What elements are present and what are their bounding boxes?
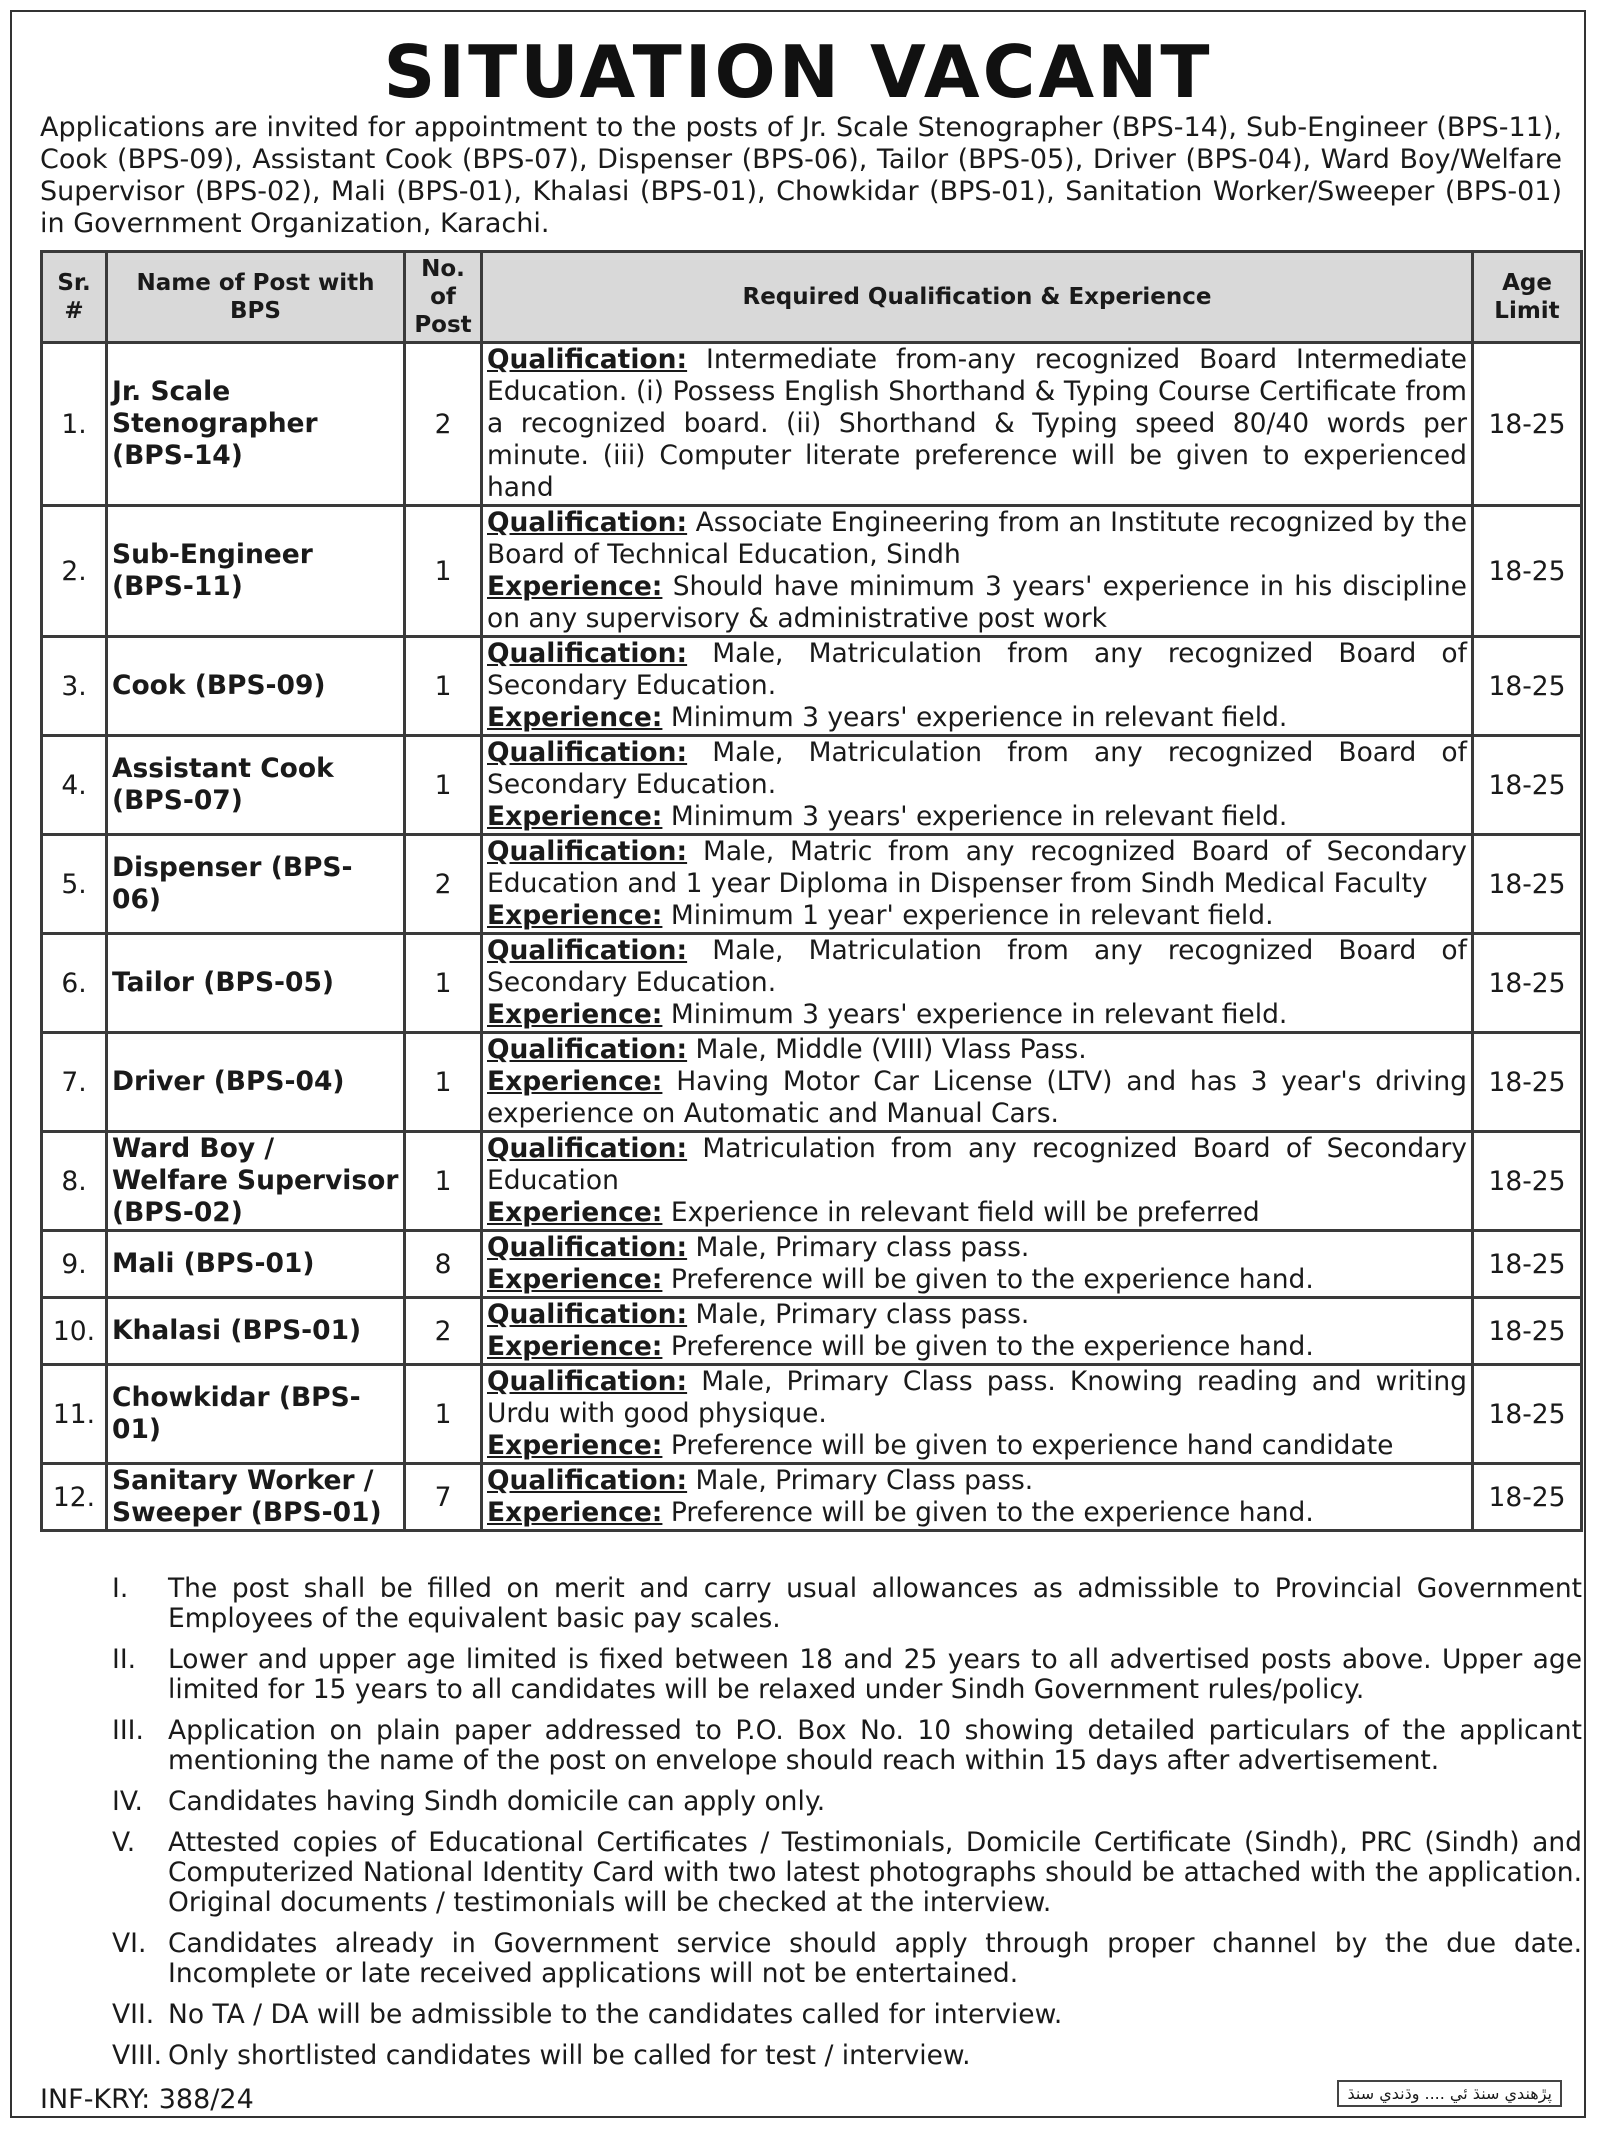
experience-label: Experience: <box>487 702 663 733</box>
page-title: SITUATION VACANT <box>383 30 1213 114</box>
header-age: Age Limit <box>1473 252 1582 343</box>
note-item <box>40 1787 1582 1817</box>
row-age-limit: 18-25 <box>1473 1464 1582 1531</box>
table-row <box>42 1298 1582 1365</box>
note-text: Attested copies of Educational Certificates / Testimonials, Domicile Certificate (Sindh), PRC (Sindh) and Computerized National Identity Card with two latest photographs should be attached with the application. Original documents / testimonials will be checked at the interview. <box>168 1827 1582 1918</box>
note-text: The post shall be filled on merit and carry usual allowances as admissible to Provincial Government Employees of the equivalent basic pay scales. <box>168 1573 1582 1634</box>
qualification-text: Male, Primary class pass. <box>695 1232 1030 1263</box>
table-row <box>42 1464 1582 1531</box>
row-post-count: 1 <box>405 934 482 1033</box>
row-requirements <box>482 506 1473 637</box>
row-age-limit: 18-25 <box>1473 506 1582 637</box>
row-post-name: Mali (BPS-01) <box>107 1231 405 1298</box>
qualification-label: Qualification: <box>487 507 688 538</box>
row-post-name: Tailor (BPS-05) <box>107 934 405 1033</box>
qualification-text: Male, Matriculation from any recognized Board of Secondary Education. <box>487 935 1467 998</box>
qualification-label: Qualification: <box>487 1299 688 1330</box>
row-sr: 2. <box>42 506 107 637</box>
experience-label: Experience: <box>487 1197 663 1228</box>
row-post-count: 8 <box>405 1231 482 1298</box>
qualification-text: Male, Primary Class pass. Knowing reading and writing Urdu with good physique. <box>487 1366 1467 1429</box>
row-age-limit: 18-25 <box>1473 934 1582 1033</box>
row-post-name: Jr. Scale Stenographer (BPS-14) <box>107 343 405 506</box>
qualification-text: Male, Matriculation from any recognized Board of Secondary Education. <box>487 638 1467 701</box>
row-post-count: 2 <box>405 1298 482 1365</box>
row-requirements <box>482 1464 1473 1531</box>
qualification-label: Qualification: <box>487 1465 688 1496</box>
row-post-name: Ward Boy / Welfare Supervisor (BPS-02) <box>107 1132 405 1231</box>
qualification-text: Matriculation from any recognized Board of Secondary Education <box>487 1133 1467 1196</box>
header-name: Name of Post with BPS <box>107 252 405 343</box>
row-age-limit: 18-25 <box>1473 1365 1582 1464</box>
qualification-text: Male, Matriculation from any recognized Board of Secondary Education. <box>487 737 1467 800</box>
qualification-label: Qualification: <box>487 836 688 867</box>
reference-number: INF-KRY: 388/24 <box>40 2084 254 2115</box>
row-post-count: 1 <box>405 736 482 835</box>
experience-text: Preference will be given to the experience hand. <box>670 1497 1314 1528</box>
row-post-name: Dispenser (BPS-06) <box>107 835 405 934</box>
row-requirements <box>482 1365 1473 1464</box>
row-post-count: 2 <box>405 835 482 934</box>
header-no: No. of Post <box>405 252 482 343</box>
header-requirements: Required Qualification & Experience <box>482 252 1473 343</box>
row-sr: 7. <box>42 1033 107 1132</box>
experience-label: Experience: <box>487 1430 663 1461</box>
row-requirements <box>482 835 1473 934</box>
row-sr: 6. <box>42 934 107 1033</box>
note-number: VII. <box>112 1999 155 2030</box>
row-sr: 5. <box>42 835 107 934</box>
table-row <box>42 736 1582 835</box>
experience-label: Experience: <box>487 801 663 832</box>
row-requirements <box>482 1132 1473 1231</box>
row-post-count: 1 <box>405 1365 482 1464</box>
qualification-label: Qualification: <box>487 344 688 375</box>
table-row <box>42 1132 1582 1231</box>
row-age-limit: 18-25 <box>1473 1033 1582 1132</box>
qualification-label: Qualification: <box>487 1034 688 1065</box>
experience-text: Having Motor Car License (LTV) and has 3 year's driving experience on Automatic and Manual Cars. <box>487 1066 1467 1129</box>
note-text: Candidates already in Government service should apply through proper channel by the due date. Incomplete or late received applications will not be entertained. <box>168 1928 1582 1989</box>
note-item <box>40 2000 1582 2030</box>
row-requirements <box>482 736 1473 835</box>
qualification-label: Qualification: <box>487 638 688 669</box>
row-sr: 11. <box>42 1365 107 1464</box>
table-row <box>42 1365 1582 1464</box>
notes-list <box>40 1574 1582 2082</box>
qualification-label: Qualification: <box>487 1232 688 1263</box>
experience-label: Experience: <box>487 1331 663 1362</box>
row-sr: 12. <box>42 1464 107 1531</box>
experience-text: Preference will be given to experience hand candidate <box>670 1430 1394 1461</box>
table-row <box>42 835 1582 934</box>
note-item <box>40 1645 1582 1705</box>
qualification-text: Male, Primary class pass. <box>695 1299 1030 1330</box>
qualification-label: Qualification: <box>487 1366 688 1397</box>
note-item <box>40 2041 1582 2071</box>
row-sr: 8. <box>42 1132 107 1231</box>
experience-label: Experience: <box>487 1264 663 1295</box>
note-text: No TA / DA will be admissible to the candidates called for interview. <box>168 1999 1063 2030</box>
row-post-name: Khalasi (BPS-01) <box>107 1298 405 1365</box>
row-post-name: Assistant Cook (BPS-07) <box>107 736 405 835</box>
qualification-label: Qualification: <box>487 1133 688 1164</box>
table-row <box>42 1231 1582 1298</box>
table-row <box>42 934 1582 1033</box>
row-requirements <box>482 1231 1473 1298</box>
row-post-name: Sub-Engineer (BPS-11) <box>107 506 405 637</box>
row-post-count: 7 <box>405 1464 482 1531</box>
posts-table <box>40 250 1583 1532</box>
qualification-label: Qualification: <box>487 737 688 768</box>
row-age-limit: 18-25 <box>1473 736 1582 835</box>
row-requirements <box>482 934 1473 1033</box>
experience-text: Preference will be given to the experience hand. <box>670 1264 1314 1295</box>
table-row <box>42 506 1582 637</box>
note-number: VI. <box>112 1928 147 1959</box>
row-post-count: 2 <box>405 343 482 506</box>
experience-text: Experience in relevant field will be preferred <box>670 1197 1260 1228</box>
qualification-text: Associate Engineering from an Institute recognized by the Board of Technical Education, Sindh <box>487 507 1467 570</box>
experience-text: Minimum 3 years' experience in relevant field. <box>670 702 1288 733</box>
row-age-limit: 18-25 <box>1473 835 1582 934</box>
experience-label: Experience: <box>487 1497 663 1528</box>
row-post-count: 1 <box>405 1132 482 1231</box>
table-row <box>42 1033 1582 1132</box>
table-row <box>42 637 1582 736</box>
note-item <box>40 1929 1582 1989</box>
experience-label: Experience: <box>487 1066 663 1097</box>
row-requirements <box>482 343 1473 506</box>
row-post-name: Sanitary Worker / Sweeper (BPS-01) <box>107 1464 405 1531</box>
experience-label: Experience: <box>487 571 663 602</box>
note-text: Lower and upper age limited is fixed between 18 and 25 years to all advertised posts above. Upper age limited for 15 years to all candidates will be relaxed under Sindh Government rules/policy. <box>168 1644 1582 1705</box>
row-sr: 1. <box>42 343 107 506</box>
row-sr: 4. <box>42 736 107 835</box>
row-age-limit: 18-25 <box>1473 343 1582 506</box>
row-sr: 3. <box>42 637 107 736</box>
note-number: III. <box>112 1715 144 1746</box>
experience-text: Minimum 3 years' experience in relevant field. <box>670 999 1288 1030</box>
note-number: IV. <box>112 1786 143 1817</box>
note-text: Application on plain paper addressed to P.O. Box No. 10 showing detailed particulars of the applicant mentioning the name of the post on envelope should reach within 15 days after advertisement. <box>168 1715 1582 1776</box>
header-sr: Sr. # <box>42 252 107 343</box>
note-item <box>40 1574 1582 1634</box>
qualification-label: Qualification: <box>487 935 688 966</box>
row-age-limit: 18-25 <box>1473 1132 1582 1231</box>
row-post-count: 1 <box>405 637 482 736</box>
note-item <box>40 1828 1582 1918</box>
row-age-limit: 18-25 <box>1473 637 1582 736</box>
row-age-limit: 18-25 <box>1473 1298 1582 1365</box>
row-requirements <box>482 637 1473 736</box>
campaign-stamp: پڙهندي سنڌ ئي .... وڌندي سنڌ <box>1337 2080 1562 2107</box>
experience-text: Minimum 3 years' experience in relevant field. <box>670 801 1288 832</box>
experience-text: Preference will be given to the experience hand. <box>670 1331 1314 1362</box>
row-post-name: Driver (BPS-04) <box>107 1033 405 1132</box>
note-item <box>40 1716 1582 1776</box>
qualification-text: Male, Matric from any recognized Board of Secondary Education and 1 year Diploma in Dispenser from Sindh Medical Faculty <box>487 836 1467 899</box>
row-requirements <box>482 1298 1473 1365</box>
note-number: II. <box>112 1644 137 1675</box>
table-header-row <box>42 252 1582 343</box>
row-age-limit: 18-25 <box>1473 1231 1582 1298</box>
note-number: V. <box>112 1827 136 1858</box>
qualification-text: Male, Middle (VIII) Vlass Pass. <box>695 1034 1087 1065</box>
row-requirements <box>482 1033 1473 1132</box>
experience-text: Should have minimum 3 years' experience in his discipline on any supervisory & administrative post work <box>487 571 1467 634</box>
qualification-text: Intermediate from-any recognized Board Intermediate Education. (i) Possess English Shorthand & Typing Course Certificate from a recognized board. (ii) Shorthand & Typing speed 80/40 words per minute. (iii) Computer literate preference will be given to experienced hand <box>487 344 1467 503</box>
note-text: Only shortlisted candidates will be called for test / interview. <box>168 2040 971 2071</box>
experience-text: Minimum 1 year' experience in relevant field. <box>670 900 1274 931</box>
row-sr: 10. <box>42 1298 107 1365</box>
row-post-count: 1 <box>405 506 482 637</box>
table-row <box>42 343 1582 506</box>
row-post-name: Chowkidar (BPS-01) <box>107 1365 405 1464</box>
row-post-name: Cook (BPS-09) <box>107 637 405 736</box>
note-number: VIII. <box>112 2040 162 2071</box>
qualification-text: Male, Primary Class pass. <box>695 1465 1034 1496</box>
note-number: I. <box>112 1573 129 1604</box>
row-sr: 9. <box>42 1231 107 1298</box>
note-text: Candidates having Sindh domicile can apply only. <box>168 1786 826 1817</box>
advertisement-page <box>10 10 1586 2118</box>
experience-label: Experience: <box>487 900 663 931</box>
row-post-count: 1 <box>405 1033 482 1132</box>
intro-paragraph: Applications are invited for appointment to the posts of Jr. Scale Stenographer (BPS-14), Sub-Engineer (BPS-11), Cook (BPS-09), Assistant Cook (BPS-07), Dispenser (BPS-06), Tailor (BPS-05), Driver (BPS-04), Ward Boy/Welfare Supervisor (BPS-02), Mali (BPS-01), Khalasi (BPS-01), Chowkidar (BPS-01), Sanitation Worker/Sweeper (BPS-01) in Government Organization, Karachi. <box>40 112 1562 239</box>
experience-label: Experience: <box>487 999 663 1030</box>
